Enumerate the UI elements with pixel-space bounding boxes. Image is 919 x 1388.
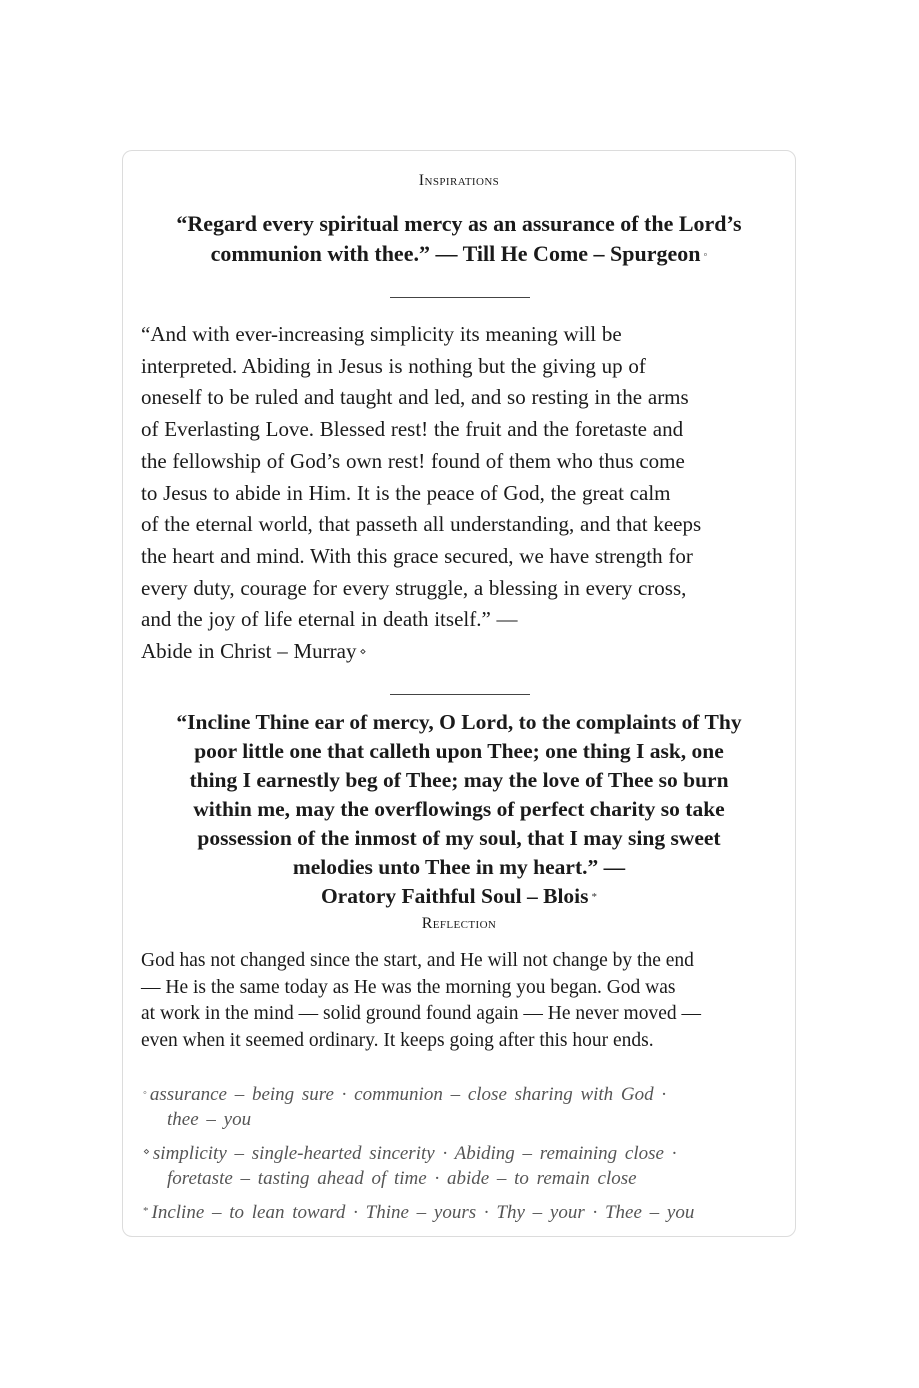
paragraph-line: to Jesus to abide in Him. It is the peace of God, the great calm <box>141 480 671 505</box>
glossary-notes <box>143 1081 783 1233</box>
footnote-marker-asterisk: * <box>591 891 598 903</box>
glossary-text: Incline – to lean toward · Thine – yours · Thy – your · Thee – you <box>151 1202 695 1223</box>
quote-line: thing I earnestly beg of Thee; may the love of Thee so burn <box>189 768 729 792</box>
attribution-text: Abide in Christ – Murray <box>141 639 357 664</box>
glossary-line <box>143 1199 783 1225</box>
quote-murray <box>141 319 781 669</box>
glossary-line: foretaste – tasting ahead of time · abide – to remain close <box>167 1168 637 1189</box>
quote-line: melodies unto Thee in my heart.” — <box>292 855 626 879</box>
paragraph-line: oneself to be ruled and taught and led, and so resting in the arms <box>141 385 689 410</box>
glossary-note <box>143 1081 783 1132</box>
glossary-text: assurance – being sure · communion – close sharing with God · <box>149 1084 667 1105</box>
section-heading-reflection: Reflection <box>421 915 497 932</box>
quote-line: “Regard every spiritual mercy as an assurance of the Lord’s <box>176 211 742 236</box>
paragraph-line: of the eternal world, that passeth all understanding, and that keeps <box>141 512 702 537</box>
paragraph-line: and the joy of life eternal in death itself.” — <box>141 607 518 632</box>
glossary-line: thee – you <box>167 1109 252 1130</box>
section-heading-inspirations: Inspirations <box>418 172 500 189</box>
quote-line-attribution <box>133 882 785 912</box>
glossary-text: simplicity – single-hearted sincerity · Abiding – remaining close · <box>152 1143 677 1164</box>
quote-line-text: communion with thee.” — Till He Come – Spurgeon <box>210 241 701 266</box>
footnote-marker-diamond: ⋄ <box>359 646 367 659</box>
glossary-note <box>143 1199 783 1225</box>
glossary-line <box>143 1081 783 1107</box>
quote-blois <box>133 708 785 912</box>
paragraph-line: “And with ever-increasing simplicity its meaning will be <box>141 322 622 346</box>
paragraph-line: of Everlasting Love. Blessed rest! the fruit and the foretaste and <box>141 417 684 442</box>
quote-line-attribution <box>143 239 775 270</box>
devotional-card <box>122 150 796 1237</box>
quote-line: possession of the inmost of my soul, that I may sing sweet <box>197 826 721 850</box>
quote-line: “Incline Thine ear of mercy, O Lord, to the complaints of Thy <box>176 710 742 734</box>
divider <box>390 694 530 695</box>
footnote-symbol-circle: ◦ <box>143 1087 147 1099</box>
paragraph-line: the fellowship of God’s own rest! found of them who thus come <box>141 448 685 473</box>
footnote-symbol-asterisk: * <box>143 1205 149 1217</box>
divider <box>390 297 530 298</box>
footnote-symbol-diamond: ⋄ <box>143 1146 150 1158</box>
footnote-marker-circle: ◦ <box>703 249 708 261</box>
paragraph-line: every duty, courage for every struggle, a blessing in every cross, <box>141 575 687 600</box>
paragraph-line: the heart and mind. With this grace secured, we have strength for <box>141 543 693 568</box>
reflection-line: God has not changed since the start, and He will not change by the end <box>141 950 694 971</box>
paragraph-line: interpreted. Abiding in Jesus is nothing but the giving up of <box>141 353 646 378</box>
reflection-line: even when it seemed ordinary. It keeps going after this hour ends. <box>141 1030 654 1052</box>
quote-line: within me, may the overflowings of perfect charity so take <box>193 797 725 821</box>
glossary-line <box>143 1140 783 1166</box>
attribution-text: Oratory Faithful Soul – Blois <box>320 884 589 908</box>
glossary-note <box>143 1140 783 1191</box>
reflection-line: — He is the same today as He was the morning you began. God was <box>141 976 676 998</box>
reflection-line: at work in the mind — solid ground found again — He never moved — <box>141 1003 701 1025</box>
quote-spurgeon <box>143 209 775 270</box>
reflection-paragraph <box>141 948 786 1055</box>
quote-line: poor little one that calleth upon Thee; one thing I ask, one <box>194 739 724 763</box>
paragraph-line-attribution <box>141 636 781 669</box>
